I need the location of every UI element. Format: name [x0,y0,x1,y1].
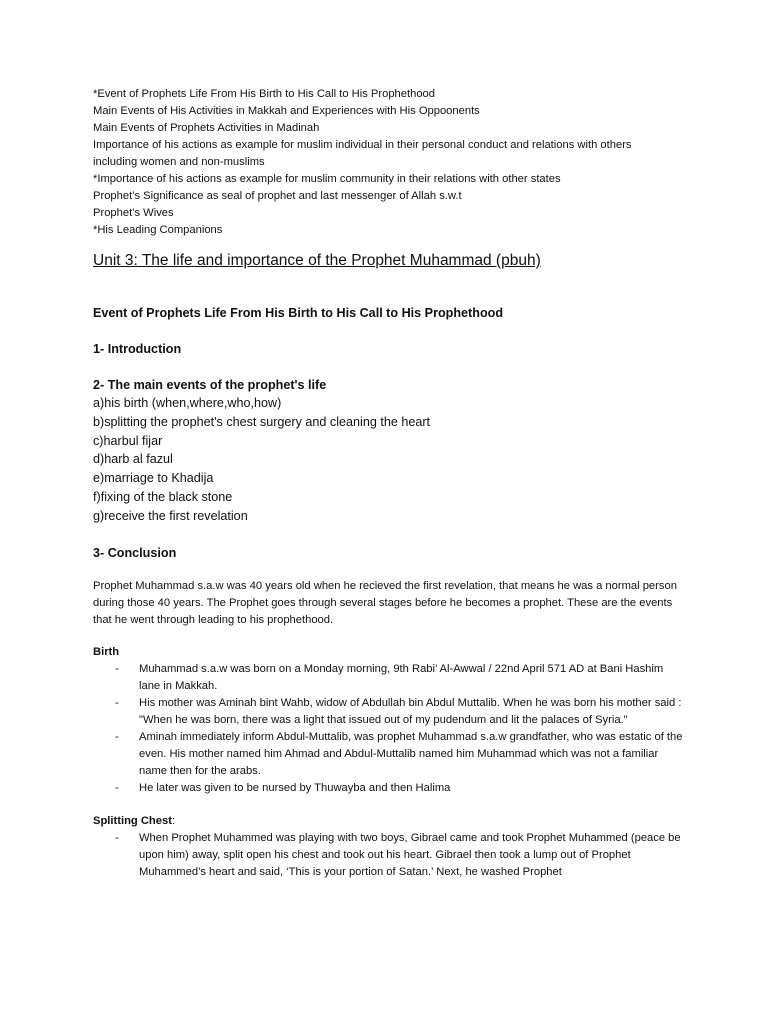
list-item [93,695,683,729]
list-item-text: His mother was Aminah bint Wahb, widow of Abdullah bin Abdul Muttalib. When he was born his mother said : "When he was born, there was a light that issued out of my pudendum and lit the palaces of Syria." [139,696,682,726]
toc-line: Main Events of His Activities in Makkah and Experiences with His Oppoonents [93,105,480,117]
toc-line: Main Events of Prophets Activities in Madinah [93,122,320,134]
list-item [93,780,683,797]
toc-line: *Event of Prophets Life From His Birth to His Call to His Prophethood [93,88,435,100]
list-item-text: Muhammad s.a.w was born on a Monday morning, 9th Rabi’ Al-Awwal / 22nd April 571 AD at Bani Hashim lane in Makkah. [139,662,664,692]
main-heading: Event of Prophets Life From His Birth to His Call to His Prophethood [93,306,504,320]
list-item-text: When Prophet Muhammed was playing with two boys, Gibrael came and took Prophet Muhammed (peace be upon him) away, split open his chest and took out his heart. Gibrael then took a lump out of Prophet Muhammed’s heart and said, ‘This is your portion of Satan.’ Next, he washed Prophet [139,831,681,878]
event-item: d)harb al fazul [93,452,173,467]
splitting-chest-list [93,830,683,881]
birth-list [93,661,683,797]
toc-list [93,86,683,239]
toc-line: Importance of his actions as example for muslim individual in their personal conduct and relations with others [93,139,632,151]
list-item [93,729,683,780]
conclusion-heading: 3- Conclusion [93,545,177,560]
event-item: b)splitting the prophet's chest surgery and cleaning the heart [93,414,431,429]
event-item: f)fixing of the black stone [93,489,233,504]
event-item: c)harbul fijar [93,433,163,448]
document-page [93,86,683,881]
bullet-dash: - [115,781,119,794]
event-item: g)receive the first revelation [93,508,248,523]
bullet-dash: - [115,730,119,743]
event-item: e)marriage to Khadija [93,471,214,486]
list-item [93,830,683,881]
splitting-chest-heading-text: Splitting Chest [93,814,172,827]
events-heading: 2- The main events of the prophet's life [93,378,327,392]
list-item-text: He later was given to be nursed by Thuwayba and then Halima [139,781,451,794]
birth-heading: Birth [93,645,120,658]
toc-line: including women and non-muslims [93,156,265,168]
toc-line: Prophet’s Wives [93,207,174,219]
conclusion-paragraph: Prophet Muhammad s.a.w was 40 years old when he recieved the first revelation, that means he was a normal person during those 40 years. The Prophet goes through several stages before he becomes a prophet. These are the events that he went through leading to his prophethood. [93,579,677,626]
event-item: a)his birth (when,where,who,how) [93,396,282,410]
introduction-heading: 1- Introduction [93,342,182,356]
list-item-text: Aminah immediately inform Abdul-Muttalib, was prophet Muhammad s.a.w grandfather, who was estatic of the even. His mother named him Ahmad and Abdul-Muttalib named him Muhammad which was not a familiar name then for the arabs. [139,730,683,777]
bullet-dash: - [115,831,119,844]
toc-line: *Importance of his actions as example for muslim community in their relations with other states [93,173,561,185]
list-item [93,661,683,695]
unit-title: Unit 3: The life and importance of the Prophet Muhammad (pbuh) [93,252,541,269]
bullet-dash: - [115,696,119,709]
toc-line: Prophet’s Significance as seal of prophet and last messenger of Allah s.w.t [93,190,462,202]
heading-colon: : [171,814,176,827]
splitting-chest-heading [93,813,683,830]
toc-line: *His Leading Companions [93,224,223,236]
events-list [93,394,683,526]
bullet-dash: - [115,662,119,675]
